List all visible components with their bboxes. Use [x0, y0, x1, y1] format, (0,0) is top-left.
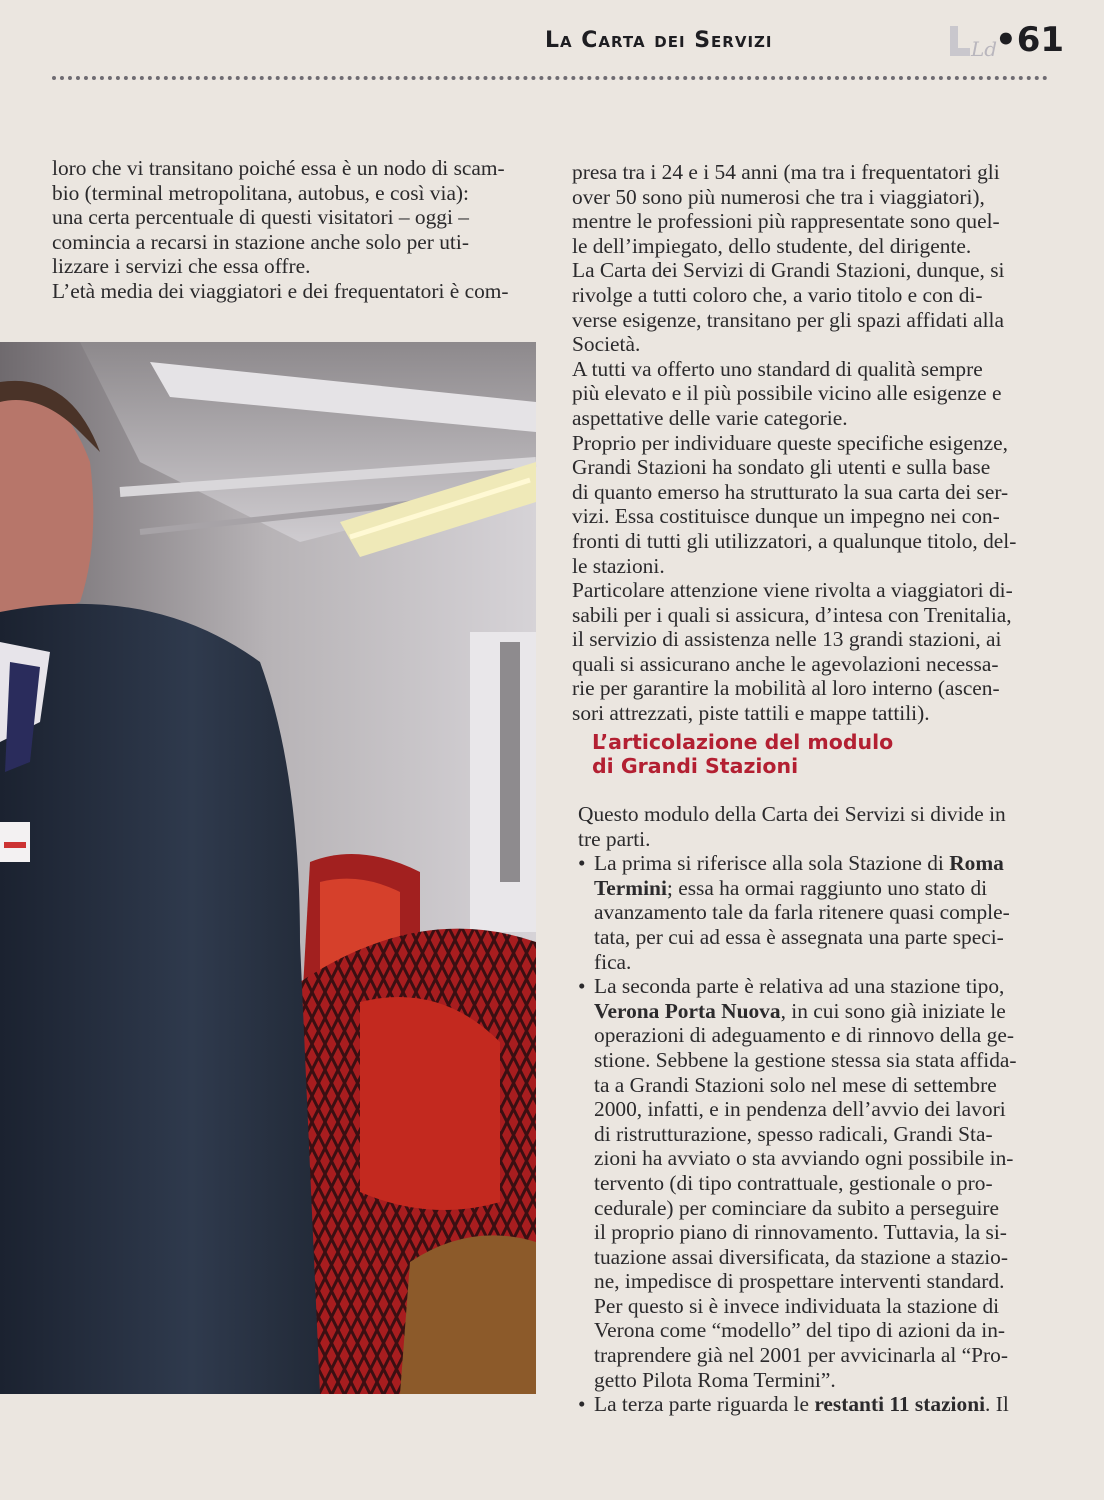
magazine-logo — [948, 22, 998, 62]
photo-illustration — [0, 342, 536, 1394]
text-line: loro che vi transitano poiché essa è un nodo di scam- — [52, 156, 505, 180]
logo-text: Ld — [971, 37, 998, 61]
text-line: rie per garantire la mobilità al loro interno (ascen- — [572, 676, 1000, 701]
text-line: La Carta dei Servizi di Grandi Stazioni, dunque, si — [572, 258, 1005, 283]
text-line: Società. — [572, 332, 641, 357]
text-line: comincia a recarsi in stazione anche solo per uti- — [52, 229, 469, 254]
train-interior-photo — [0, 342, 536, 1394]
text-line: Grandi Stazioni ha sondato gli utenti e sulla base — [572, 455, 991, 480]
right-column-top — [572, 160, 1050, 726]
text-line: Per questo si è invece individuata la stazione di — [594, 1293, 1000, 1318]
bullet-item-roma — [578, 851, 1054, 974]
text-line: Termini; essa ha ormai raggiunto uno stato di — [594, 875, 988, 900]
text-line: bio (terminal metropolitana, autobus, e così via): — [52, 180, 470, 205]
text-line: La seconda parte è relativa ad una stazione tipo, — [594, 974, 1005, 999]
text-line: quali si assicurano anche le agevolazioni necessa- — [572, 651, 999, 676]
text-line: tervento (di tipo contrattuale, gestionale o pro- — [594, 1170, 993, 1195]
text-line: cedurale) per cominciare da subito a perseguire — [594, 1195, 1000, 1220]
text-line: tata, per cui ad essa è assegnata una parte speci- — [594, 924, 1004, 949]
text-line: zioni ha avviato o sta avviando ogni possibile in- — [594, 1146, 1014, 1171]
text-line: La prima si riferisce alla sola Stazione di Roma — [594, 851, 1004, 876]
text-line: il servizio di assistenza nelle 13 grandi stazioni, ai — [572, 627, 1002, 652]
text-line: operazioni di adeguamento e di rinnovo della ge- — [594, 1023, 1014, 1048]
text-line: A tutti va offerto uno standard di qualità sempre — [572, 356, 983, 381]
bullet-item-restanti — [578, 1392, 1054, 1417]
bullet-dot: • — [578, 974, 586, 999]
right-column-bottom — [578, 802, 1054, 1417]
text-line: avanzamento tale da farla ritenere quasi comple- — [594, 900, 1010, 925]
section-heading-line: L’articolazione del modulo — [592, 730, 894, 754]
text-line: di quanto emerso ha strutturato la sua carta dei ser- — [572, 479, 1009, 504]
section-heading — [592, 730, 1032, 778]
section-heading-line: di Grandi Stazioni — [592, 754, 799, 778]
text-line: Questo modulo della Carta dei Servizi si divide in — [578, 802, 1006, 826]
header-divider — [52, 76, 1048, 80]
text-line: stione. Sebbene la gestione stessa sia stata affida- — [594, 1047, 1017, 1072]
text-line: Verona come “modello” del tipo di azioni da in- — [594, 1318, 1006, 1343]
text-line: La terza parte riguarda le restanti 11 stazioni. Il — [594, 1392, 1009, 1417]
text-line: più elevato e il più possibile vicino alle esigenze e — [572, 381, 1002, 406]
text-line: L’età media dei viaggiatori e dei frequentatori è com- — [52, 278, 509, 303]
page-number: •61 — [995, 20, 1065, 60]
text-line: rivolge a tutti coloro che, a vario titolo e con di- — [572, 282, 983, 307]
text-line: aspettative delle varie categorie. — [572, 405, 848, 430]
text-line: ne, impedisce di prospettare interventi standard. — [594, 1269, 1005, 1294]
text-line: 2000, infatti, e in pendenza dell’avvio dei lavori — [594, 1097, 1006, 1122]
text-line: getto Pilota Roma Termini”. — [594, 1367, 836, 1392]
left-column — [52, 156, 530, 304]
text-line: presa tra i 24 e i 54 anni (ma tra i frequentatori gli — [572, 160, 1000, 184]
text-line: traprendere già nel 2001 per avvicinarla al “Pro- — [594, 1343, 1008, 1368]
text-line: sabili per i quali si assicura, d’intesa con Trenitalia, — [572, 602, 1012, 627]
text-line: over 50 sono più numerosi che tra i viaggiatori), — [572, 184, 985, 209]
text-line: fica. — [594, 949, 632, 974]
text-line: una certa percentuale di questi visitatori – oggi – — [52, 205, 469, 230]
text-line: tuazione assai diversificata, da stazione a stazio- — [594, 1244, 1008, 1269]
text-line: le dell’impiegato, dello studente, del dirigente. — [572, 233, 972, 258]
text-line: sori attrezzati, piste tattili e mappe tattili). — [572, 701, 930, 726]
running-title: La Carta dei Servizi — [545, 28, 773, 53]
text-line: Proprio per individuare queste specifiche esigenze, — [572, 430, 1008, 455]
text-line: tre parti. — [578, 826, 651, 851]
text-line: le stazioni. — [572, 553, 665, 578]
text-line: vizi. Essa costituisce dunque un impegno nei con- — [572, 504, 1000, 529]
text-line: verse esigenze, transitano per gli spazi affidati alla — [572, 307, 1004, 332]
text-line: ta a Grandi Stazioni solo nel mese di settembre — [594, 1072, 997, 1097]
text-line: lizzare i servizi che essa offre. — [52, 254, 311, 279]
text-line: fronti di tutti gli utilizzatori, a qualunque titolo, del- — [572, 528, 1017, 553]
text-line: Particolare attenzione viene rivolta a viaggiatori di- — [572, 578, 1013, 603]
bullet-dot: • — [578, 851, 586, 876]
text-line: il proprio piano di rinnovamento. Tuttavia, la si- — [594, 1220, 1007, 1245]
bullet-dot: • — [578, 1392, 586, 1417]
bullet-item-verona — [578, 974, 1054, 1392]
text-line: mentre le professioni più rappresentate sono quel- — [572, 209, 1000, 234]
text-line: di ristrutturazione, spesso radicali, Grandi Sta- — [594, 1121, 993, 1146]
text-line: Verona Porta Nuova, in cui sono già iniziate le — [594, 998, 1006, 1023]
